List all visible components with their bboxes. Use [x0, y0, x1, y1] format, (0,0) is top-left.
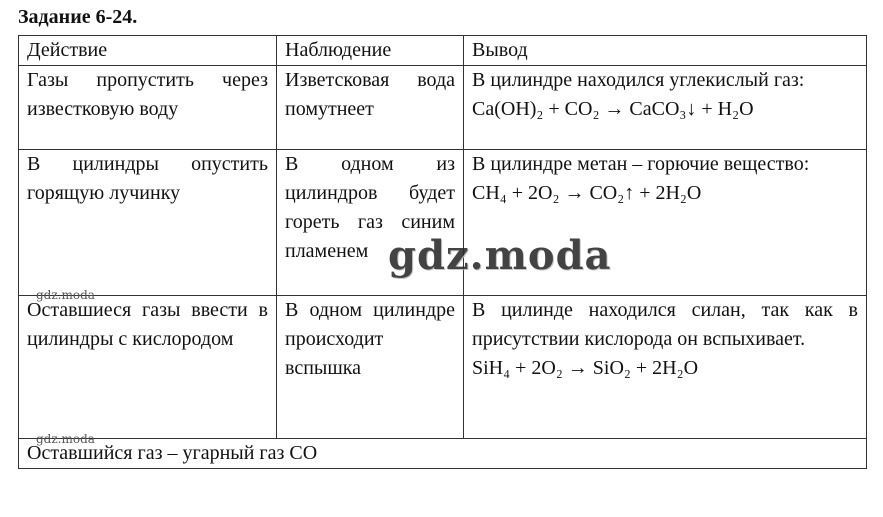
footer-cell: Оставшийся газ – угарный газ CO — [19, 439, 867, 469]
table-row — [19, 66, 867, 150]
header-action: Действие — [19, 36, 277, 66]
conclusion-text: В цилиндре находился углекислый газ: — [472, 69, 805, 91]
cell-observation: Изветсковая вода помутнеет — [277, 66, 464, 150]
task-title: Задание 6-24. — [18, 6, 138, 28]
small-watermark: gdz.moda — [36, 288, 95, 302]
cell-observation: В одном из цилиндров будет гореть газ синим пламенем — [277, 150, 464, 296]
chemical-equation: SiH₄ + 2O₂ → SiO₂ + 2H₂O — [472, 357, 699, 379]
table-footer-row — [19, 439, 867, 469]
conclusion-text: В цилинде находился силан, так как в присутствии кислорода он вспыхивает. — [472, 299, 858, 350]
chemical-equation: Ca(OH)₂ + CO₂ → CaCO₃↓ + H₂O — [472, 98, 754, 120]
table-row — [19, 150, 867, 296]
cell-observation: В одном цилиндре происходит вспышка — [277, 296, 464, 439]
chemical-equation: CH₄ + 2O₂ → CO₂↑ + 2H₂O — [472, 182, 702, 204]
cell-action: Оставшиеся газы ввести в цилиндры с кислородом — [19, 296, 277, 439]
cell-conclusion — [464, 66, 867, 150]
header-observation: Наблюдение — [277, 36, 464, 66]
table-row — [19, 296, 867, 439]
watermark-logo: gdz.moda — [388, 232, 612, 279]
small-watermark: gdz.moda — [36, 432, 95, 446]
cell-action: В цилиндры опустить горящую лучинку — [19, 150, 277, 296]
cell-conclusion — [464, 150, 867, 296]
table-header-row — [19, 36, 867, 66]
cell-conclusion — [464, 296, 867, 439]
conclusion-text: В цилиндре метан – горючие вещество: — [472, 153, 810, 175]
header-conclusion: Вывод — [464, 36, 867, 66]
cell-action: Газы пропустить через известковую воду — [19, 66, 277, 150]
results-table — [18, 35, 867, 469]
